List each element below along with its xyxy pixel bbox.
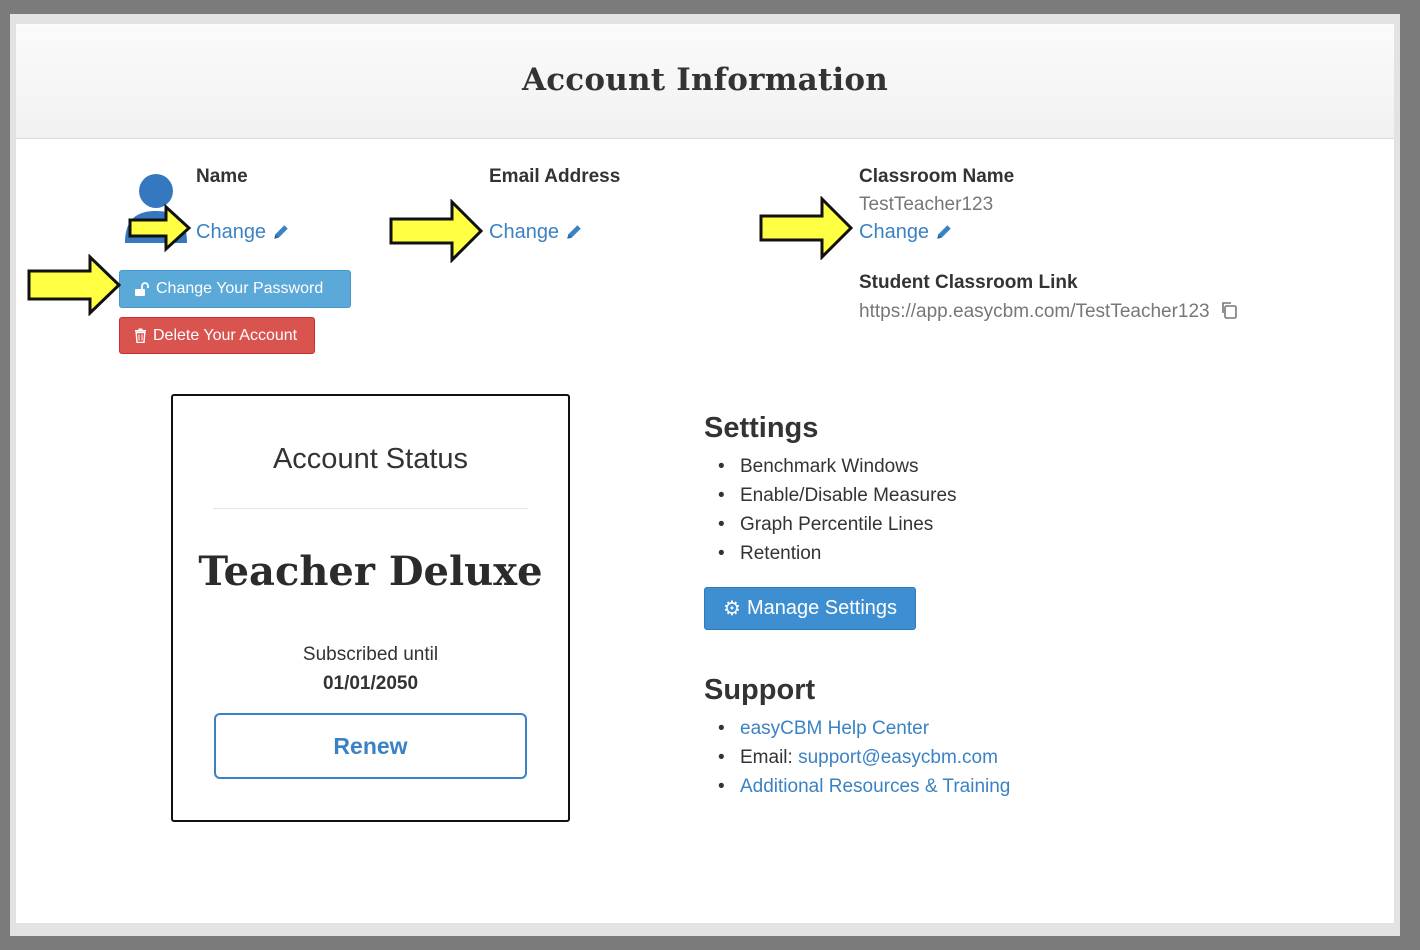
settings-item: • Graph Percentile Lines xyxy=(704,510,957,539)
subscribed-label: Subscribed until xyxy=(302,644,439,665)
support-title: Support xyxy=(704,674,816,706)
support-item xyxy=(704,714,1010,743)
help-center-link[interactable]: easyCBM Help Center xyxy=(740,718,930,739)
plan-name: Teacher Deluxe xyxy=(198,548,543,595)
arrow-annotation-icon xyxy=(26,254,122,316)
classroom-label: Classroom Name xyxy=(859,166,1015,187)
support-item xyxy=(704,772,1010,801)
subscription-date: 01/01/2050 xyxy=(322,673,419,694)
page-title: Account Information xyxy=(521,62,889,98)
change-password-label: Change Your Password xyxy=(156,280,324,297)
classroom-value: TestTeacher123 xyxy=(859,194,994,215)
gear-icon: ⚙ xyxy=(723,598,741,620)
classroom-change-label: Change xyxy=(859,221,930,243)
arrow-annotation-icon xyxy=(388,199,484,263)
arrow-annotation-icon xyxy=(128,203,192,253)
email-change-link[interactable] xyxy=(489,221,583,244)
settings-list xyxy=(704,452,957,568)
page-header xyxy=(16,24,1394,139)
pencil-icon xyxy=(565,223,583,241)
support-list xyxy=(704,714,1010,801)
student-link-value: https://app.easycbm.com/TestTeacher123 xyxy=(859,301,1210,322)
arrow-annotation-icon xyxy=(758,196,854,260)
account-status-box xyxy=(171,394,570,822)
settings-item: • Benchmark Windows xyxy=(704,452,957,481)
manage-settings-label: Manage Settings xyxy=(746,597,898,619)
pencil-icon xyxy=(935,223,953,241)
unlock-icon xyxy=(134,282,150,297)
settings-item: • Enable/Disable Measures xyxy=(704,481,957,510)
student-link-label: Student Classroom Link xyxy=(859,272,1078,293)
delete-account-button[interactable] xyxy=(119,317,315,354)
renew-label: Renew xyxy=(333,732,408,759)
name-change-link[interactable] xyxy=(196,221,290,244)
name-change-label: Change xyxy=(196,221,267,243)
manage-settings-button[interactable] xyxy=(704,587,916,630)
settings-item: • Retention xyxy=(704,539,957,568)
change-password-button[interactable] xyxy=(119,270,351,308)
renew-button[interactable] xyxy=(214,713,527,779)
support-email-link[interactable]: support@easycbm.com xyxy=(798,747,998,768)
trash-icon xyxy=(134,328,147,343)
name-label: Name xyxy=(196,166,248,187)
email-prefix: Email: xyxy=(740,747,799,768)
settings-title: Settings xyxy=(704,412,819,444)
copy-icon[interactable] xyxy=(1219,300,1239,320)
delete-account-label: Delete Your Account xyxy=(153,326,298,344)
account-card xyxy=(16,24,1394,923)
student-link-row xyxy=(859,300,1239,323)
resources-link[interactable]: Additional Resources & Training xyxy=(740,776,1011,797)
email-change-label: Change xyxy=(489,221,560,243)
support-item xyxy=(704,743,1010,772)
status-divider xyxy=(213,508,528,509)
pencil-icon xyxy=(272,223,290,241)
classroom-change-link[interactable] xyxy=(859,221,953,244)
email-label: Email Address xyxy=(489,166,621,187)
account-status-title: Account Status xyxy=(272,443,469,475)
